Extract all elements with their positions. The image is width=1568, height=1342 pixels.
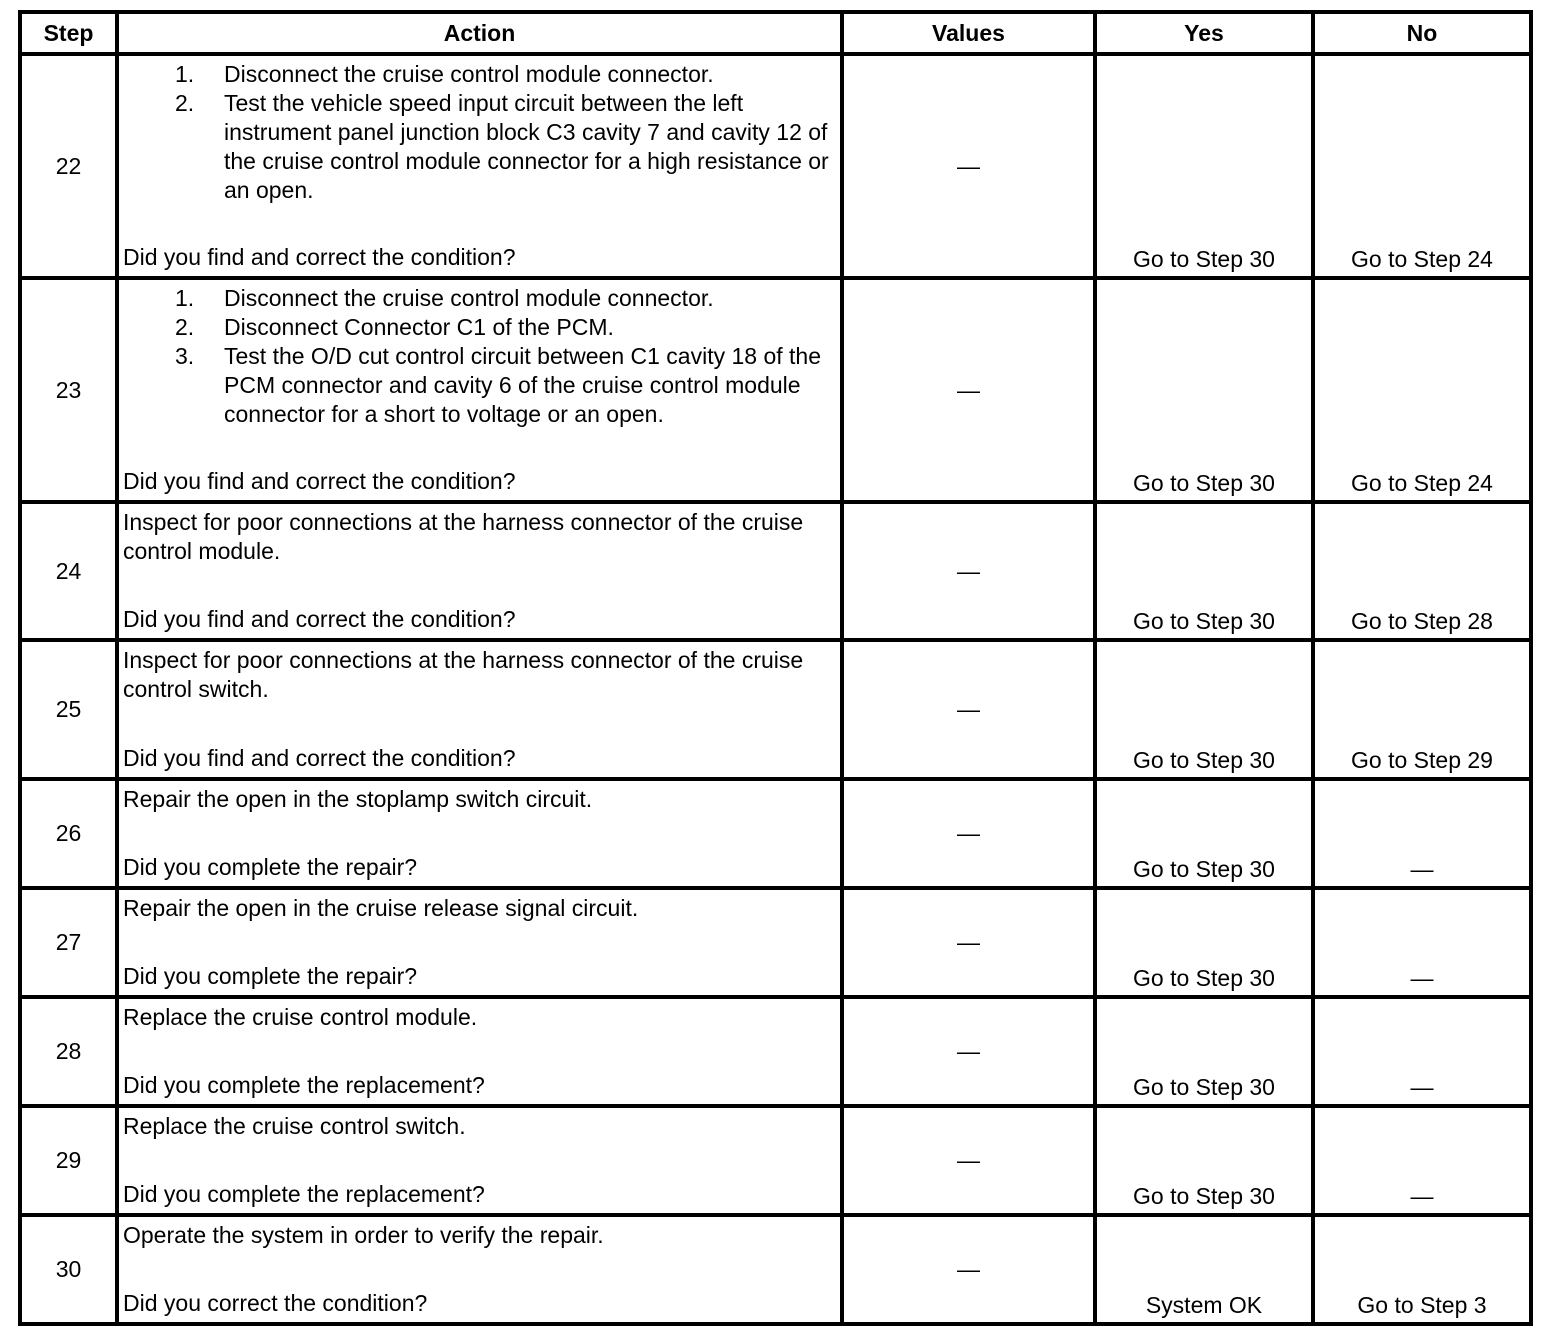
no-cell: — — [1313, 888, 1531, 997]
action-cell — [117, 1215, 842, 1324]
header-no: No — [1313, 12, 1531, 54]
step-number: 27 — [20, 888, 117, 997]
table-row — [20, 640, 1531, 778]
action-text: Replace the cruise control module. — [123, 1003, 478, 1030]
step-number: 24 — [20, 502, 117, 640]
yes-cell: Go to Step 30 — [1095, 779, 1313, 888]
step-number: 30 — [20, 1215, 117, 1324]
action-question: Did you find and correct the condition? — [123, 244, 516, 271]
action-question: Did you complete the replacement? — [123, 1071, 485, 1098]
header-step: Step — [20, 12, 117, 54]
values-cell: — — [842, 888, 1095, 997]
table-row — [20, 1215, 1531, 1324]
values-cell: — — [842, 1215, 1095, 1324]
header-yes: Yes — [1095, 12, 1313, 54]
action-question: Did you correct the condition? — [123, 1290, 428, 1316]
action-text: Inspect for poor connections at the harness connector of the cruise control switch. — [123, 647, 804, 703]
yes-cell: Go to Step 30 — [1095, 278, 1313, 502]
action-text: Inspect for poor connections at the harness connector of the cruise control module. — [123, 509, 804, 565]
yes-cell: Go to Step 30 — [1095, 502, 1313, 640]
action-cell — [117, 997, 842, 1106]
action-text: Repair the open in the cruise release signal circuit. — [123, 894, 639, 921]
no-cell: Go to Step 3 — [1313, 1215, 1531, 1324]
no-cell: Go to Step 24 — [1313, 54, 1531, 278]
table-row — [20, 779, 1531, 888]
values-cell: — — [842, 502, 1095, 640]
table-row — [20, 1106, 1531, 1215]
step-number: 29 — [20, 1106, 117, 1215]
action-cell — [117, 502, 842, 640]
yes-cell: Go to Step 30 — [1095, 54, 1313, 278]
action-cell — [117, 640, 842, 778]
yes-cell: Go to Step 30 — [1095, 997, 1313, 1106]
yes-cell: Go to Step 30 — [1095, 888, 1313, 997]
action-text: Replace the cruise control switch. — [123, 1112, 466, 1139]
action-cell — [117, 779, 842, 888]
action-question: Did you find and correct the condition? — [123, 468, 516, 495]
table-row — [20, 997, 1531, 1106]
yes-cell: Go to Step 30 — [1095, 1106, 1313, 1215]
values-cell: — — [842, 997, 1095, 1106]
yes-cell: System OK — [1095, 1215, 1313, 1324]
step-number: 23 — [20, 278, 117, 502]
action-cell — [117, 888, 842, 997]
values-cell: — — [842, 640, 1095, 778]
no-cell: Go to Step 28 — [1313, 502, 1531, 640]
step-number: 22 — [20, 54, 117, 278]
action-item: 1. Disconnect the cruise control module connector. — [175, 61, 714, 87]
header-values: Values — [842, 12, 1095, 54]
no-cell: Go to Step 24 — [1313, 278, 1531, 502]
action-cell — [117, 54, 842, 278]
table-row — [20, 888, 1531, 997]
no-cell: — — [1313, 997, 1531, 1106]
action-question: Did you complete the replacement? — [123, 1180, 485, 1207]
values-cell: — — [842, 54, 1095, 278]
action-question: Did you find and correct the condition? — [123, 606, 516, 633]
action-item: 2. Disconnect Connector C1 of the PCM. — [175, 314, 614, 341]
table-row — [20, 278, 1531, 502]
yes-cell: Go to Step 30 — [1095, 640, 1313, 778]
action-cell — [117, 1106, 842, 1215]
action-question: Did you complete the repair? — [123, 962, 418, 989]
action-item: 1. Disconnect the cruise control module connector. — [175, 285, 714, 312]
table-row — [20, 54, 1531, 278]
header-row — [20, 12, 1531, 54]
action-text: Repair the open in the stoplamp switch circuit. — [123, 785, 593, 812]
action-cell — [117, 278, 842, 502]
values-cell: — — [842, 1106, 1095, 1215]
action-question: Did you find and correct the condition? — [123, 744, 516, 771]
step-number: 26 — [20, 779, 117, 888]
values-cell: — — [842, 278, 1095, 502]
no-cell: — — [1313, 779, 1531, 888]
action-item: 2. Test the vehicle speed input circuit between the left instrument panel junction block C3 cavity 7 and cavity 12 of the cruise control module connector for a high resistance or an open. — [175, 90, 829, 203]
step-number: 28 — [20, 997, 117, 1106]
table-row — [20, 502, 1531, 640]
header-action: Action — [117, 12, 842, 54]
no-cell: Go to Step 29 — [1313, 640, 1531, 778]
diagnostic-table — [18, 10, 1533, 1326]
step-number: 25 — [20, 640, 117, 778]
action-question: Did you complete the repair? — [123, 853, 418, 880]
action-item: 3. Test the O/D cut control circuit between C1 cavity 18 of the PCM connector and cavity 6 of the cruise control module connector for a short to voltage or an open. — [175, 343, 822, 428]
values-cell: — — [842, 779, 1095, 888]
action-text: Operate the system in order to verify the repair. — [123, 1221, 604, 1248]
no-cell: — — [1313, 1106, 1531, 1215]
